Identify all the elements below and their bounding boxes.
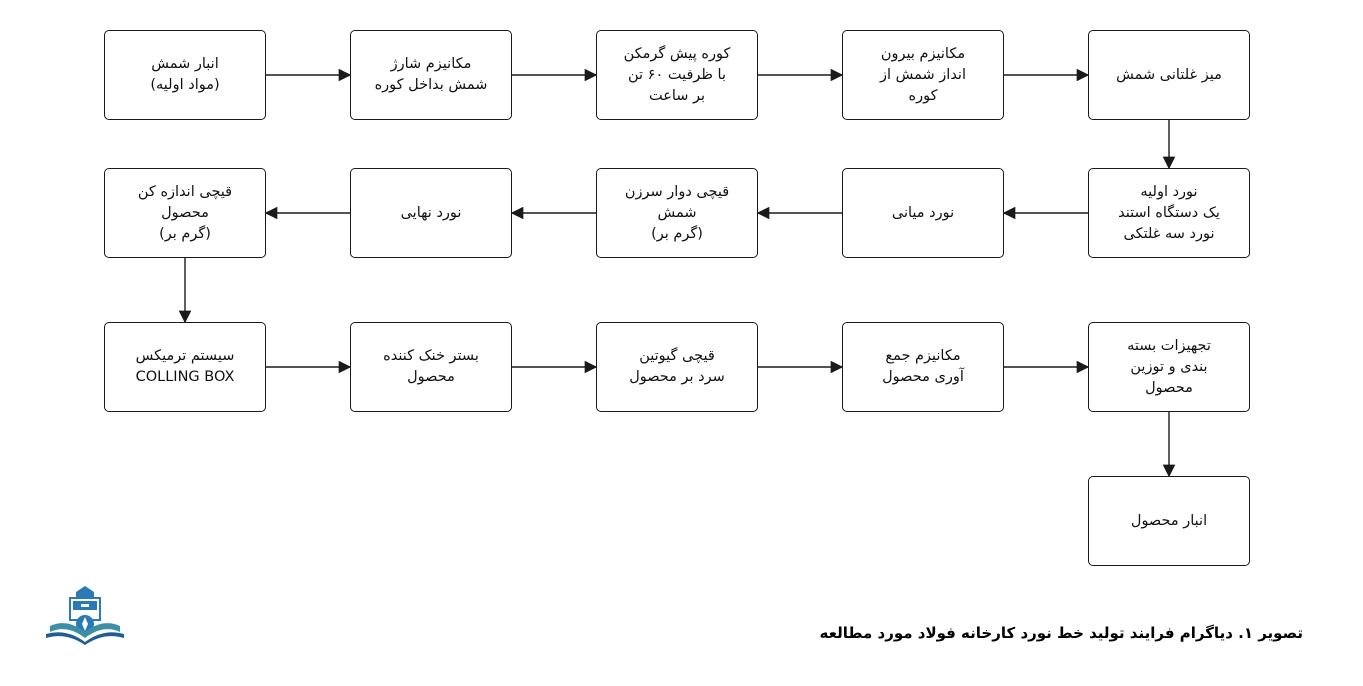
node-cooling-bed: بستر خنک کننده محصول [350,322,512,412]
node-packaging-weighing: تجهیزات بسته بندی و توزین محصول [1088,322,1250,412]
node-thermex-cooling-box: سیستم ترمیکس COLLING BOX [104,322,266,412]
node-ingot-warehouse: انبار شمش (مواد اولیه) [104,30,266,120]
journal-logo [42,584,128,646]
node-primary-rolling: نورد اولیه یک دستگاه استند نورد سه غلتکی [1088,168,1250,258]
node-ingot-ejector: مکانیزم بیرون انداز شمش از کوره [842,30,1004,120]
node-guillotine-cold-shear: قیچی گیوتین سرد بر محصول [596,322,758,412]
node-intermediate-rolling: نورد میانی [842,168,1004,258]
node-ingot-roller-table: میز غلتانی شمش [1088,30,1250,120]
node-product-warehouse: انبار محصول [1088,476,1250,566]
node-rotary-crop-shear: قیچی دوار سرزن شمش (گرم بر) [596,168,758,258]
node-preheating-furnace: کوره پیش گرمکن با ظرفیت ۶۰ تن بر ساعت [596,30,758,120]
node-cut-to-length-shear: قیچی اندازه کن محصول (گرم بر) [104,168,266,258]
node-ingot-charging-mechanism: مکانیزم شارژ شمش بداخل کوره [350,30,512,120]
node-finishing-rolling: نورد نهایی [350,168,512,258]
figure-caption: تصویر ۱. دیاگرام فرایند تولید خط نورد کارخانه فولاد مورد مطالعه [819,624,1303,642]
node-collection-mechanism: مکانیزم جمع آوری محصول [842,322,1004,412]
